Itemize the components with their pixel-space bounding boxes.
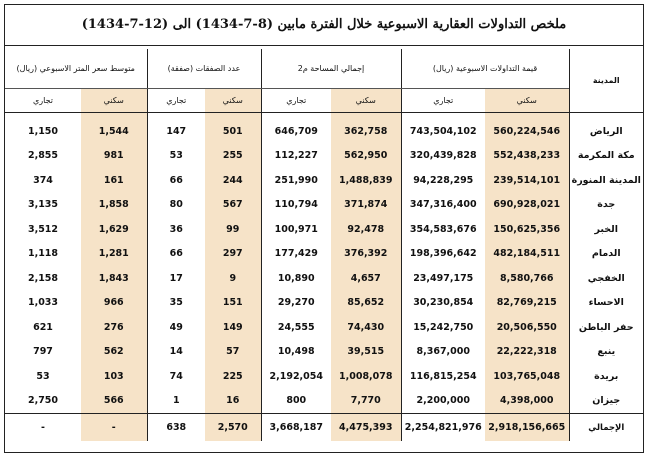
table-row xyxy=(5,242,643,267)
value-res: 482,184,511 xyxy=(485,242,569,267)
price-res: 981 xyxy=(81,144,147,169)
area-res: 85,652 xyxy=(331,291,401,316)
table-row xyxy=(5,217,643,242)
value-com: 2,200,000 xyxy=(401,389,485,414)
deals-com: 36 xyxy=(147,217,205,242)
table-row xyxy=(5,168,643,193)
price-com: 3,512 xyxy=(27,223,59,235)
total-price-res: - xyxy=(81,414,147,442)
table-row xyxy=(5,291,643,316)
summary-table-frame xyxy=(4,4,644,453)
value-com: 347,316,400 xyxy=(401,193,485,218)
deals-res: 9 xyxy=(205,266,261,291)
price-com: 3,135 xyxy=(27,199,59,211)
table-row xyxy=(5,266,643,291)
deals-group-header: عدد الصفقات (صفقة) xyxy=(147,49,261,89)
price-res: 161 xyxy=(81,168,147,193)
city-name: الخبر xyxy=(569,217,643,242)
deals-com: 14 xyxy=(147,340,205,365)
total-value-com: 2,254,821,976 xyxy=(401,414,485,442)
area-com: 112,227 xyxy=(261,144,331,169)
deals-res: 244 xyxy=(205,168,261,193)
price-res: 1,281 xyxy=(81,242,147,267)
total-deals-res: 2,570 xyxy=(205,414,261,442)
table-row xyxy=(5,340,643,365)
price-com-header: تجاري xyxy=(5,89,81,113)
deals-res: 567 xyxy=(205,193,261,218)
city-header: المدينة xyxy=(569,49,643,113)
table-row xyxy=(5,113,643,144)
city-name: مكة المكرمة xyxy=(569,144,643,169)
price-com: 797 xyxy=(33,346,53,358)
price-com: 2,158 xyxy=(27,272,59,284)
price-res: 562 xyxy=(81,340,147,365)
value-com: 8,367,000 xyxy=(401,340,485,365)
deals-res: 16 xyxy=(205,389,261,414)
area-res: 7,770 xyxy=(331,389,401,414)
trades-table xyxy=(5,49,643,441)
deals-res: 149 xyxy=(205,315,261,340)
area-res: 376,392 xyxy=(331,242,401,267)
area-res: 1,488,839 xyxy=(331,168,401,193)
table-row xyxy=(5,315,643,340)
value-res: 239,514,101 xyxy=(485,168,569,193)
value-com: 743,504,102 xyxy=(401,113,485,144)
area-res: 371,874 xyxy=(331,193,401,218)
value-com: 198,396,642 xyxy=(401,242,485,267)
price-group-header: متوسط سعر المتر الاسبوعي (ريال) xyxy=(5,49,147,89)
deals-com: 53 xyxy=(147,144,205,169)
deals-com: 74 xyxy=(147,364,205,389)
value-group-header: قيمة التداولات الاسبوعية (ريال) xyxy=(401,49,569,89)
area-res: 74,430 xyxy=(331,315,401,340)
area-res: 362,758 xyxy=(331,113,401,144)
value-res: 4,398,000 xyxy=(485,389,569,414)
deals-com: 1 xyxy=(147,389,205,414)
city-name: الدمام xyxy=(569,242,643,267)
area-res-header: سكني xyxy=(331,89,401,113)
deals-com: 17 xyxy=(147,266,205,291)
city-name: حفر الباطن xyxy=(569,315,643,340)
area-com: 100,971 xyxy=(261,217,331,242)
table-row xyxy=(5,389,643,414)
price-res-header: سكني xyxy=(81,89,147,113)
area-res: 4,657 xyxy=(331,266,401,291)
city-name: الاحساء xyxy=(569,291,643,316)
value-res: 552,438,233 xyxy=(485,144,569,169)
value-res: 22,222,318 xyxy=(485,340,569,365)
value-res: 8,580,766 xyxy=(485,266,569,291)
deals-res-header: سكني xyxy=(205,89,261,113)
deals-com: 80 xyxy=(147,193,205,218)
deals-com: 66 xyxy=(147,168,205,193)
deals-com: 66 xyxy=(147,242,205,267)
value-res-header: سكني xyxy=(485,89,569,113)
price-res: 1,544 xyxy=(81,113,147,144)
deals-res: 57 xyxy=(205,340,261,365)
area-com: 251,990 xyxy=(261,168,331,193)
value-com: 15,242,750 xyxy=(401,315,485,340)
price-res: 966 xyxy=(81,291,147,316)
value-com-header: تجاري xyxy=(401,89,485,113)
value-com: 30,230,854 xyxy=(401,291,485,316)
total-value-res: 2,918,156,665 xyxy=(485,414,569,442)
price-res: 1,843 xyxy=(81,266,147,291)
total-area-com: 3,668,187 xyxy=(261,414,331,442)
price-res: 1,629 xyxy=(81,217,147,242)
table-row xyxy=(5,144,643,169)
price-res: 103 xyxy=(81,364,147,389)
total-row xyxy=(5,414,643,442)
value-res: 150,625,356 xyxy=(485,217,569,242)
area-com: 10,498 xyxy=(261,340,331,365)
price-com: 621 xyxy=(33,321,53,333)
price-res: 1,858 xyxy=(81,193,147,218)
area-res: 562,950 xyxy=(331,144,401,169)
deals-com: 147 xyxy=(147,113,205,144)
deals-res: 225 xyxy=(205,364,261,389)
price-com: 374 xyxy=(33,174,53,186)
value-com: 116,815,254 xyxy=(401,364,485,389)
city-name: الرياض xyxy=(569,113,643,144)
city-name: المدينة المنورة xyxy=(569,168,643,193)
deals-res: 255 xyxy=(205,144,261,169)
area-com: 2,192,054 xyxy=(261,364,331,389)
deals-res: 99 xyxy=(205,217,261,242)
table-row xyxy=(5,193,643,218)
price-com: 1,118 xyxy=(27,248,59,260)
value-com: 94,228,295 xyxy=(401,168,485,193)
area-com: 29,270 xyxy=(261,291,331,316)
area-com: 646,709 xyxy=(261,113,331,144)
price-com: 1,150 xyxy=(27,125,59,137)
table-title: ملخص التداولات العقارية الاسبوعية خلال الفترة مابين (8-7-1434) الى (12-7-1434) xyxy=(5,5,643,46)
value-res: 690,928,021 xyxy=(485,193,569,218)
deals-res: 297 xyxy=(205,242,261,267)
area-res: 92,478 xyxy=(331,217,401,242)
price-res: 276 xyxy=(81,315,147,340)
total-label: الإجمالي xyxy=(569,414,643,442)
city-name: الخفجي xyxy=(569,266,643,291)
area-com: 10,890 xyxy=(261,266,331,291)
city-name: ينبع xyxy=(569,340,643,365)
value-res: 560,224,546 xyxy=(485,113,569,144)
value-res: 103,765,048 xyxy=(485,364,569,389)
city-name: جيزان xyxy=(569,389,643,414)
price-com: 1,033 xyxy=(27,297,59,309)
area-com: 177,429 xyxy=(261,242,331,267)
total-deals-com: 638 xyxy=(147,414,205,442)
price-com: 2,855 xyxy=(27,150,59,162)
price-res: 566 xyxy=(81,389,147,414)
value-com: 320,439,828 xyxy=(401,144,485,169)
price-com: 2,750 xyxy=(27,395,59,407)
area-com-header: تجاري xyxy=(261,89,331,113)
deals-res: 151 xyxy=(205,291,261,316)
value-com: 354,583,676 xyxy=(401,217,485,242)
area-com: 24,555 xyxy=(261,315,331,340)
deals-com: 49 xyxy=(147,315,205,340)
deals-res: 501 xyxy=(205,113,261,144)
value-com: 23,497,175 xyxy=(401,266,485,291)
total-area-res: 4,475,393 xyxy=(331,414,401,442)
value-res: 82,769,215 xyxy=(485,291,569,316)
area-com: 800 xyxy=(261,389,331,414)
price-com: 53 xyxy=(36,370,50,382)
value-res: 20,506,550 xyxy=(485,315,569,340)
area-com: 110,794 xyxy=(261,193,331,218)
table-row xyxy=(5,364,643,389)
deals-com-header: تجاري xyxy=(147,89,205,113)
area-res: 39,515 xyxy=(331,340,401,365)
area-group-header: إجمالي المساحة م2 xyxy=(261,49,401,89)
deals-com: 35 xyxy=(147,291,205,316)
total-price-com: - xyxy=(5,414,81,442)
area-res: 1,008,078 xyxy=(331,364,401,389)
city-name: جدة xyxy=(569,193,643,218)
city-name: بريدة xyxy=(569,364,643,389)
